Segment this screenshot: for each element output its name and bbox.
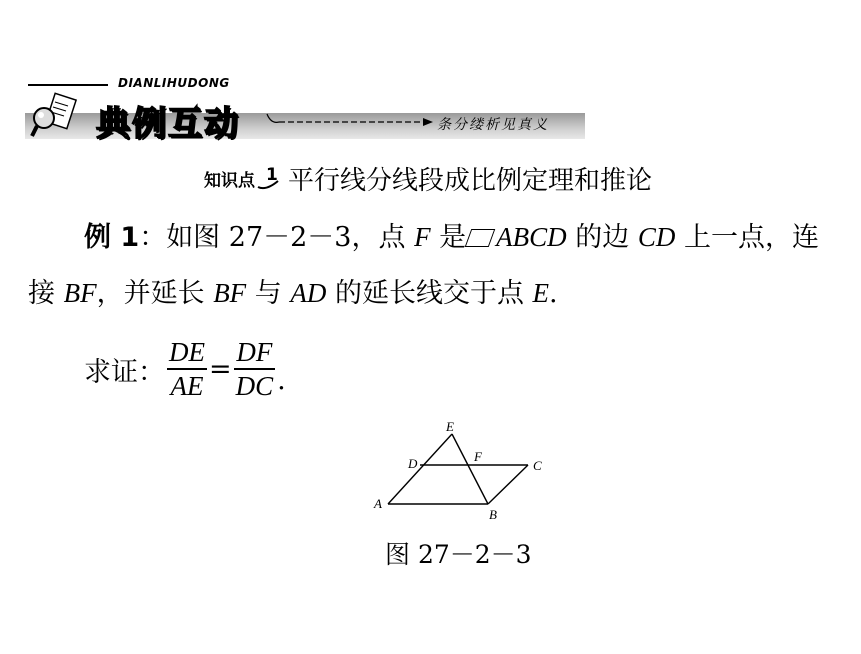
point-label-C: C <box>533 458 542 473</box>
math-var: BF <box>213 278 247 308</box>
math-var: AD <box>290 278 327 308</box>
knowledge-point-heading <box>204 160 652 197</box>
math-var: F <box>414 222 431 252</box>
example-text: 如图 27－2－3，点 <box>166 222 415 253</box>
example-text: 的延长线交于点 <box>326 278 533 309</box>
section-title: 典例互动 <box>96 104 240 144</box>
banner-motto: 条分缕析见真义 <box>437 117 549 133</box>
banner-pinyin: DIANLIHUDONG <box>118 76 230 90</box>
example-text: 的边 <box>566 222 638 253</box>
knowledge-point-tag: 知识点 <box>204 171 255 191</box>
equals-sign: = <box>209 353 232 385</box>
knowledge-point-number: 1 <box>266 164 278 185</box>
segment-AE <box>388 434 452 504</box>
example-text: 上一点，连 <box>675 222 819 253</box>
figure-caption: 图 27－2－3 <box>385 540 532 569</box>
fraction-denominator: DC <box>235 371 274 401</box>
magnifier-document-icon <box>28 92 88 140</box>
example-text: ，并延长 <box>96 278 214 309</box>
point-label-D: D <box>408 456 418 471</box>
example-line-1 <box>84 217 819 258</box>
math-var: ABCD <box>496 222 567 252</box>
math-var: CD <box>637 222 676 252</box>
knowledge-point-title: 平行线分线段成比例定理和推论 <box>288 166 653 196</box>
point-label-F: F <box>474 449 482 464</box>
proof-statement <box>84 336 286 402</box>
proof-end: . <box>277 365 286 396</box>
example-text: 是 <box>430 222 467 253</box>
fraction-numerator: DE <box>169 337 205 367</box>
math-var: E <box>532 278 550 308</box>
example-line-2 <box>28 273 558 314</box>
fraction-lhs <box>167 336 207 402</box>
example-text: 接 <box>28 278 64 309</box>
geometry-figure <box>370 418 560 526</box>
fraction-rhs <box>234 336 276 402</box>
banner-rule <box>28 84 108 86</box>
fraction-numerator: DF <box>236 337 273 367</box>
point-label-E: E <box>446 419 454 434</box>
example-colon: ： <box>139 222 167 253</box>
point-label-A: A <box>374 496 382 511</box>
segment-EB <box>452 434 488 504</box>
parallelogram-symbol-icon <box>465 229 496 247</box>
example-text: . <box>549 278 558 309</box>
math-var: BF <box>63 278 97 308</box>
point-label-B: B <box>489 507 497 522</box>
segment-BC <box>488 465 528 504</box>
example-label: 例 1 <box>84 222 140 253</box>
knowledge-point-number-badge <box>256 164 282 191</box>
dashed-arrow <box>265 112 435 126</box>
proof-label: 求证： <box>84 356 165 388</box>
example-text: 与 <box>246 278 291 309</box>
fraction-denominator: AE <box>170 371 204 401</box>
